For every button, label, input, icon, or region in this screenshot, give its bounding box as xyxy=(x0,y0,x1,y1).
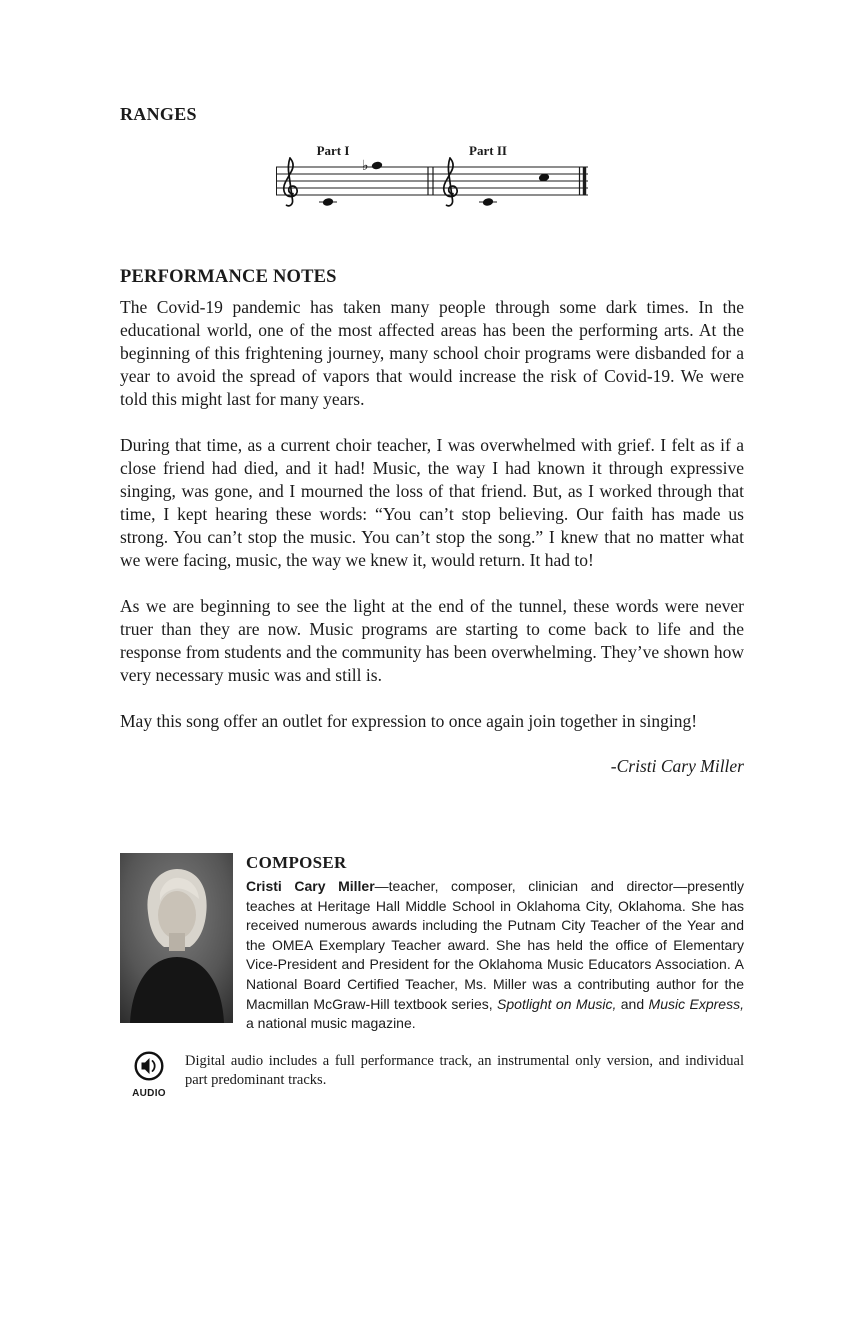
performance-notes-paragraph: The Covid-19 pandemic has taken many people through some dark times. In the educational world, one of the most affected areas has been the performing arts. At the beginning of this frightening journey, many school choir programs were disbanded for a year to avoid the spread of vapors that would increase the risk of Covid-19. We were told this might last for many years. xyxy=(120,297,744,409)
flat-icon: ♭ xyxy=(362,158,369,174)
part1-range-notes xyxy=(319,158,383,207)
performance-notes-paragraph: May this song offer an outlet for expression to once again join together in singing! xyxy=(120,711,698,731)
composer-bio-text xyxy=(246,877,744,1034)
performance-notes-paragraph: As we are beginning to see the light at the end of the tunnel, these words were never truer than they are now. Music programs are starting to come back to life and the response from students and the community has been overwhelming. They’ve shown how very necessary music was and still is. xyxy=(120,596,744,685)
bio-magazine-title: Music Express, xyxy=(648,995,744,1012)
composer-name: Cristi Cary Miller xyxy=(246,878,375,894)
speaker-icon xyxy=(133,1050,165,1082)
author-attribution: -Cristi Cary Miller xyxy=(610,756,744,776)
music-staff-graphic xyxy=(276,145,588,215)
bio-segment: a national music magazine. xyxy=(246,1015,416,1032)
audio-label: AUDIO xyxy=(132,1087,166,1099)
performance-notes-paragraph: During that time, as a current choir teacher, I was overwhelmed with grief. I felt as if a close friend had died, and it had! Music, the way I had known it through expressive singing, was gone, and I mourned the loss of that friend. But, as I worked through that time, I kept hearing these words: “You can’t stop believing. Our faith has made us strong. You can’t stop the music. You can’t stop the song.” I knew that no matter what we were facing, music, the way we knew it, would return. It had to! xyxy=(120,435,744,570)
treble-clef-icon xyxy=(444,158,457,206)
audio-note xyxy=(120,1050,744,1105)
part2-label: Part II xyxy=(469,145,507,158)
composer-section xyxy=(120,853,744,1034)
part1-label: Part I xyxy=(316,145,350,158)
audio-description: Digital audio includes a full performance track, an instrumental only version, and individual part predominant tracks. xyxy=(185,1052,744,1088)
performance-notes-heading: PERFORMANCE NOTES xyxy=(120,267,337,287)
composer-portrait-graphic xyxy=(120,853,233,1023)
audio-icon-column xyxy=(126,1050,172,1099)
bio-book-title: Spotlight on Music, xyxy=(497,995,617,1012)
ranges-heading: RANGES xyxy=(120,104,197,124)
staff-lines xyxy=(276,167,588,195)
treble-clef-icon xyxy=(284,158,297,206)
part2-range-notes xyxy=(479,173,550,207)
vocal-ranges-staff xyxy=(276,145,588,215)
composer-photo xyxy=(120,853,233,1023)
bio-segment: —teacher, composer, clinician and director—presently teaches at Heritage Hall Middle School in Oklahoma City, Oklahoma. She has received numerous awards including the Putnam City Teacher of the Year and the OMEA Exemplary Teacher award. She has held the office of Elementary Vice-President and President for the Oklahoma Music Educators Association. A National Board Certified Teacher, Ms. Miller was a contributing author for the Macmillan McGraw-Hill textbook series, xyxy=(246,878,744,1012)
composer-bio xyxy=(246,853,744,1034)
composer-heading: COMPOSER xyxy=(246,853,347,872)
bio-segment: and xyxy=(616,995,649,1012)
